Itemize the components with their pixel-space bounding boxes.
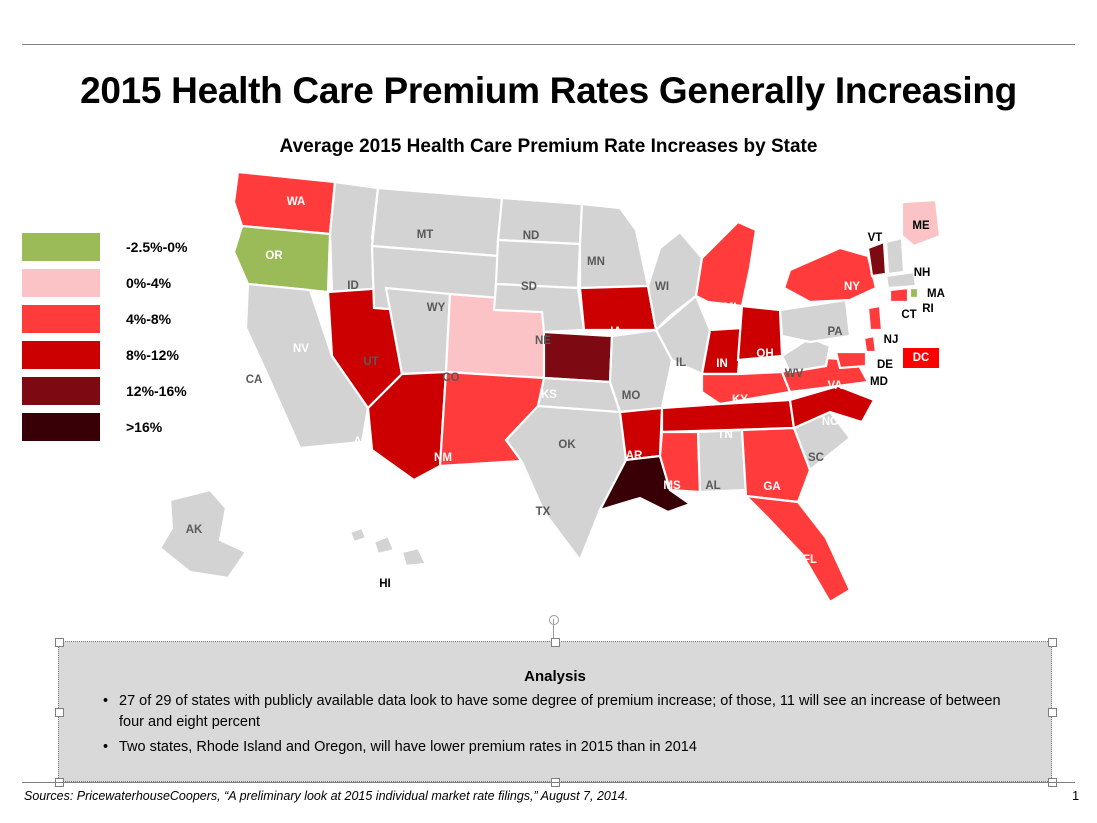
state-NH bbox=[886, 238, 904, 274]
state-OR bbox=[234, 226, 330, 292]
list-item: • 27 of 29 of states with publicly available data look to have some degree of premium increase; of those, 11 will see an increase of between four and eight percent bbox=[103, 691, 1029, 733]
state-label-AK: AK bbox=[185, 524, 203, 537]
legend-swatch bbox=[22, 233, 100, 261]
state-label-ME: ME bbox=[912, 220, 930, 233]
state-label-MS: MS bbox=[663, 480, 681, 493]
state-label-VA: VA bbox=[827, 380, 843, 393]
state-label-NH: NH bbox=[913, 267, 931, 280]
state-MI bbox=[696, 222, 756, 306]
state-label-UT: UT bbox=[363, 356, 379, 369]
state-label-NJ: NJ bbox=[883, 334, 899, 347]
legend-swatch bbox=[22, 377, 100, 405]
resize-handle-ml[interactable] bbox=[55, 708, 64, 717]
state-MT bbox=[372, 188, 502, 256]
resize-handle-tl[interactable] bbox=[55, 638, 64, 647]
state-label-MO: MO bbox=[621, 390, 641, 403]
state-FL bbox=[746, 496, 850, 602]
state-AR bbox=[620, 408, 662, 463]
state-RI bbox=[910, 288, 918, 298]
state-label-KS: KS bbox=[541, 389, 557, 402]
state-label-NE: NE bbox=[535, 335, 551, 348]
state-TX bbox=[506, 406, 626, 560]
state-label-MA: MA bbox=[927, 288, 945, 301]
state-label-IN: IN bbox=[716, 358, 728, 371]
page-number: 1 bbox=[1072, 788, 1080, 803]
legend-label: >16% bbox=[126, 419, 163, 435]
state-SD bbox=[496, 240, 580, 288]
state-label-HI: HI bbox=[379, 578, 391, 591]
state-label-WY: WY bbox=[426, 302, 446, 315]
connector-handle[interactable] bbox=[549, 615, 559, 625]
state-label-CO: CO bbox=[442, 372, 460, 385]
state-label-ID: ID bbox=[347, 280, 359, 293]
state-label-IA: IA bbox=[610, 326, 622, 339]
state-label-VT: VT bbox=[867, 232, 883, 245]
state-IA bbox=[580, 286, 656, 330]
state-label-PA: PA bbox=[827, 326, 843, 339]
state-label-ND: ND bbox=[522, 230, 540, 243]
state-label-MT: MT bbox=[416, 229, 434, 242]
list-item: • Two states, Rhode Island and Oregon, will have lower premium rates in 2015 than in 2014 bbox=[103, 737, 1029, 758]
state-MD bbox=[836, 352, 866, 368]
state-CT bbox=[890, 288, 908, 302]
state-label-CA: CA bbox=[245, 374, 263, 387]
state-label-MI: MI bbox=[723, 302, 737, 315]
state-label-TN: TN bbox=[717, 429, 733, 442]
us-choropleth-map bbox=[150, 160, 970, 620]
state-KS bbox=[544, 332, 612, 382]
state-TN bbox=[662, 400, 794, 432]
state-label-SC: SC bbox=[808, 452, 824, 465]
state-label-MD: MD bbox=[870, 376, 888, 389]
state-IN bbox=[702, 328, 742, 374]
state-PA bbox=[780, 300, 850, 342]
state-WA bbox=[234, 172, 335, 234]
state-label-WV: WV bbox=[784, 368, 804, 381]
state-label-IL: IL bbox=[675, 357, 687, 370]
state-label-TX: TX bbox=[535, 506, 551, 519]
state-label-FL: FL bbox=[802, 554, 818, 567]
analysis-heading: Analysis bbox=[524, 668, 586, 685]
analysis-panel[interactable] bbox=[58, 641, 1052, 782]
state-AL bbox=[698, 430, 746, 492]
state-MN bbox=[580, 204, 648, 288]
chart-title: Average 2015 Health Care Premium Rate Increases by State bbox=[279, 136, 818, 157]
state-label-NY: NY bbox=[844, 281, 860, 294]
state-ND bbox=[498, 198, 582, 244]
state-KY bbox=[702, 372, 790, 407]
legend-swatch bbox=[22, 305, 100, 333]
state-VT bbox=[868, 242, 886, 276]
footer-divider bbox=[22, 782, 1075, 783]
legend-label: 8%-12% bbox=[126, 347, 179, 363]
header-divider bbox=[22, 44, 1075, 45]
state-WV bbox=[782, 338, 830, 372]
state-DE bbox=[864, 336, 876, 352]
source-note: Sources: PricewaterhouseCoopers, “A preliminary look at 2015 individual market rate filings,” August 7, 2014. bbox=[24, 789, 629, 803]
resize-handle-tr[interactable] bbox=[1048, 638, 1057, 647]
state-label-RI: RI bbox=[922, 303, 934, 316]
state-label-OR: OR bbox=[265, 250, 283, 263]
state-label-NC: NC bbox=[821, 416, 839, 429]
resize-handle-mr[interactable] bbox=[1048, 708, 1057, 717]
state-NJ bbox=[868, 306, 882, 330]
state-label-KY: KY bbox=[732, 394, 748, 407]
state-NY bbox=[784, 248, 876, 302]
state-label-WA: WA bbox=[286, 196, 306, 209]
legend-label: -2.5%-0% bbox=[126, 239, 188, 255]
legend-label: 12%-16% bbox=[126, 383, 187, 399]
legend-label: 0%-4% bbox=[126, 275, 172, 291]
resize-handle-tc[interactable] bbox=[551, 638, 560, 647]
state-label-DE: DE bbox=[877, 359, 893, 372]
state-ME bbox=[902, 200, 940, 246]
state-label-AL: AL bbox=[705, 480, 721, 493]
state-label-AR: AR bbox=[625, 450, 643, 463]
state-HI3 bbox=[402, 548, 426, 566]
state-HI2 bbox=[374, 536, 394, 554]
state-label-MN: MN bbox=[587, 256, 605, 269]
state-label-SD: SD bbox=[521, 281, 537, 294]
legend-swatch bbox=[22, 341, 100, 369]
state-HI bbox=[350, 528, 366, 542]
state-label-LA: LA bbox=[629, 506, 645, 519]
state-label-DC: DC bbox=[903, 348, 939, 368]
state-label-GA: GA bbox=[763, 481, 781, 494]
state-MA bbox=[886, 272, 916, 288]
legend-label: 4%-8% bbox=[126, 311, 172, 327]
analysis-bullet-list bbox=[59, 691, 1051, 758]
state-label-OK: OK bbox=[558, 439, 576, 452]
state-label-NV: NV bbox=[293, 343, 309, 356]
legend-swatch bbox=[22, 269, 100, 297]
state-label-NM: NM bbox=[434, 452, 452, 465]
state-label-WI: WI bbox=[654, 281, 670, 294]
state-OH bbox=[738, 306, 782, 360]
legend-swatch bbox=[22, 413, 100, 441]
page-title: 2015 Health Care Premium Rates Generally Increasing bbox=[80, 70, 1017, 111]
state-label-CT: CT bbox=[901, 309, 917, 322]
state-AK bbox=[160, 490, 246, 578]
state-label-OH: OH bbox=[756, 348, 774, 361]
state-label-AZ: AZ bbox=[353, 436, 369, 449]
